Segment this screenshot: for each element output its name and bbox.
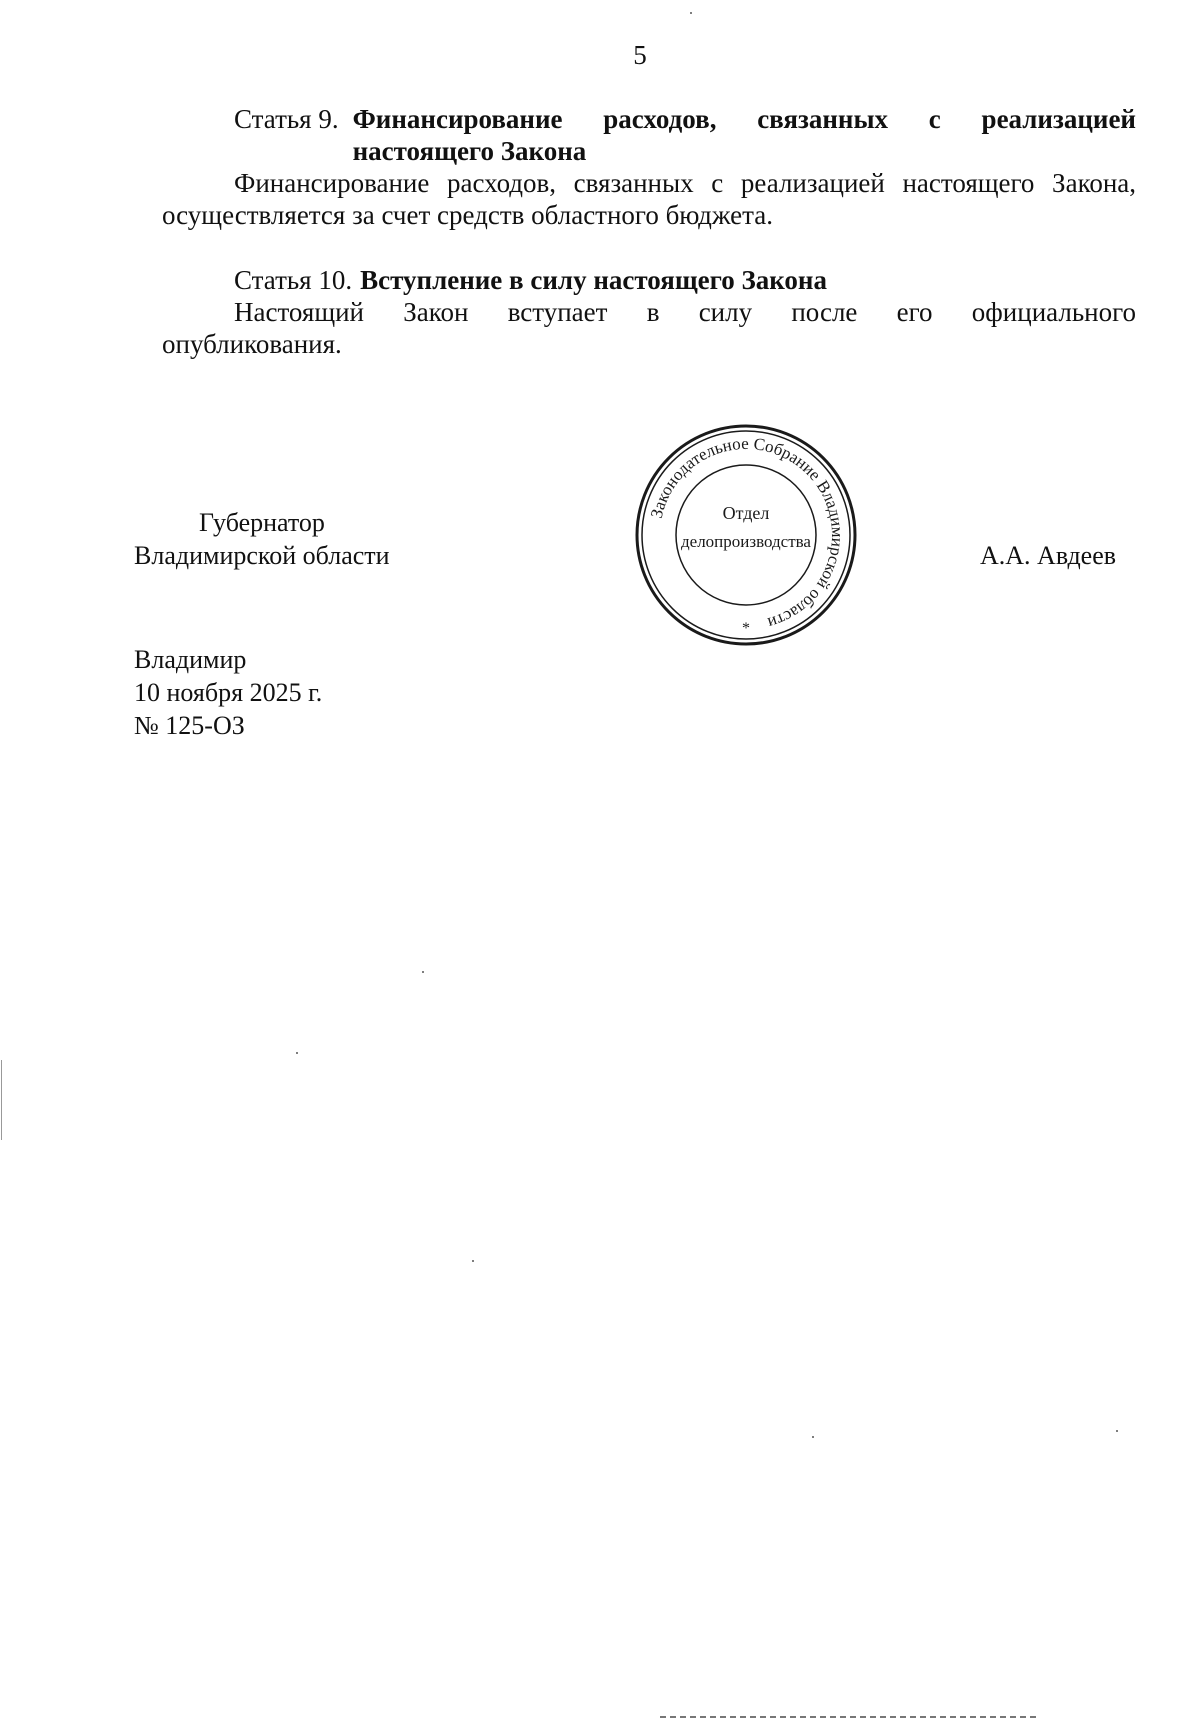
article-10-text-line1: Настоящий Закон вступает в силу после его официального [234, 297, 1136, 327]
date: 10 ноября 2025 г. [134, 678, 323, 707]
scan-speck [472, 1260, 474, 1262]
scan-speck [1116, 1430, 1118, 1432]
article-9-title [353, 103, 1136, 167]
signatory-name: А.А. Авдеев [980, 541, 1117, 570]
article-9-heading [162, 103, 1136, 167]
document-number: № 125-ОЗ [134, 711, 245, 740]
scan-speck [690, 12, 692, 14]
stamp-ring-textpath: Законодательное Собрание Владимирской области [646, 433, 848, 633]
stamp-center-line2: делопроизводства [681, 532, 811, 551]
article-9 [162, 103, 1136, 231]
stamp-star: * [742, 620, 750, 637]
article-10-number: Статья 10. [234, 265, 353, 295]
signatory-position-line2: Владимирской области [134, 541, 390, 570]
article-10-title: Вступление в силу настоящего Закона [360, 265, 827, 295]
article-9-number: Статья 9. [234, 104, 339, 134]
article-9-title-line2: настоящего Закона [352, 136, 587, 166]
official-stamp [634, 423, 858, 647]
scan-speck [422, 971, 424, 973]
scan-speck [812, 1436, 814, 1438]
scan-edge-line [1, 1060, 2, 1140]
article-10-heading [162, 264, 1136, 296]
signatory-position-line1: Губернатор [199, 508, 325, 537]
article-10 [162, 264, 1136, 360]
signatory-position [134, 506, 390, 572]
page-number: 5 [633, 40, 647, 70]
scan-bottom-edge [660, 1716, 1040, 1718]
article-10-text [162, 296, 1136, 360]
article-10-text-line2: опубликования. [162, 329, 342, 359]
city: Владимир [134, 645, 247, 674]
article-9-text: Финансирование расходов, связанных с реализацией настоящего Закона, осуществляется за счет средств областного бюджета. [162, 168, 1136, 230]
stamp-center-line1: Отдел [722, 503, 770, 523]
article-9-title-line1: Финансирование расходов, связанных с реализацией [352, 104, 1136, 134]
scan-speck [296, 1052, 298, 1054]
place-date-number [134, 643, 322, 742]
